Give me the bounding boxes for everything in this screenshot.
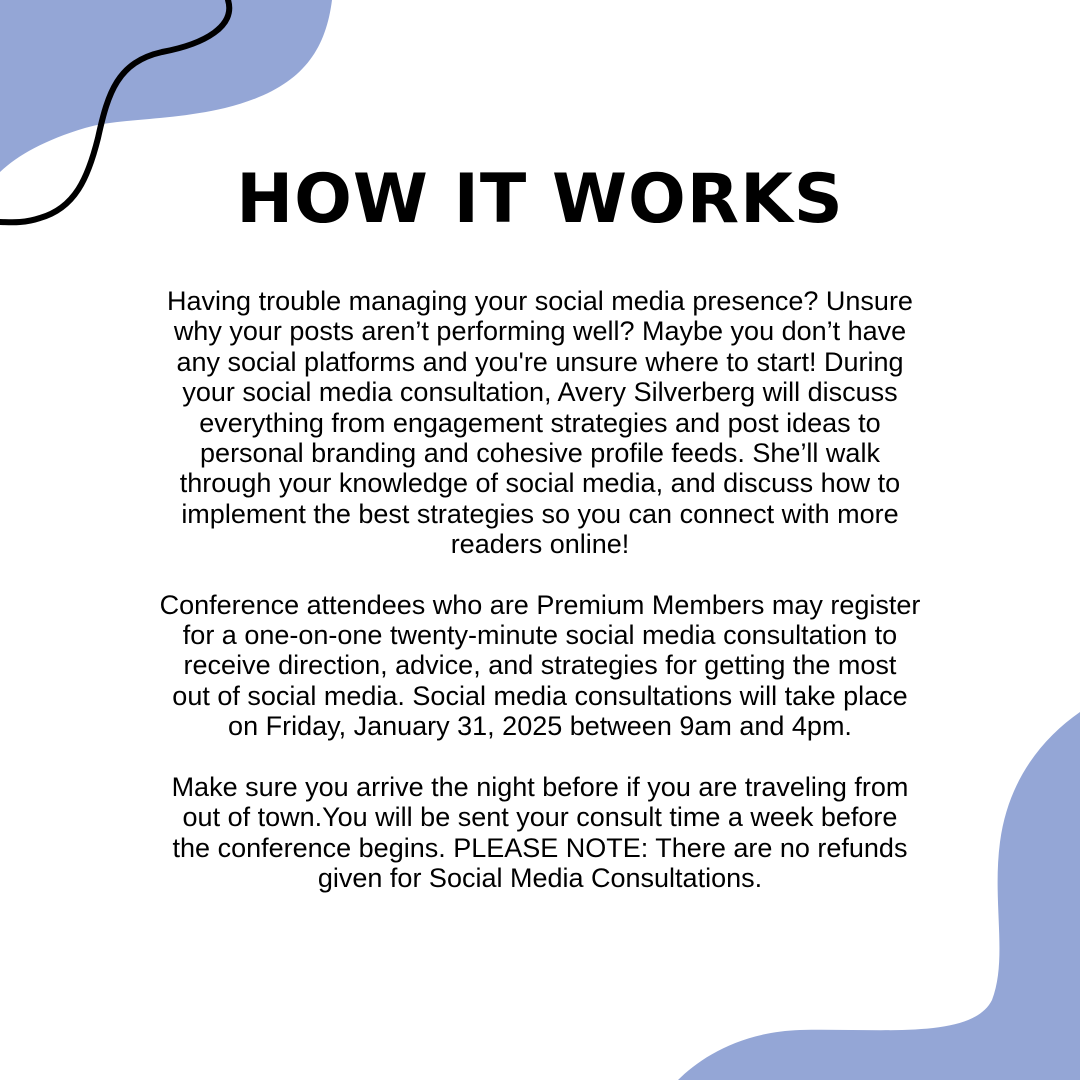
paragraph-line: through your knowledge of social media, and discuss how to — [179, 468, 901, 499]
paragraph-line: your social media consultation, Avery Silverberg will discuss — [182, 377, 898, 408]
paragraph-line: the conference begins. PLEASE NOTE: There are no refunds — [172, 832, 908, 863]
paragraph-line: for a one-on-one twenty-minute social media consultation to — [182, 620, 898, 651]
paragraph-line: Having trouble managing your social media presence? Unsure — [167, 286, 913, 316]
page-title: HOW IT WORKS — [236, 160, 844, 239]
paragraph-line: personal branding and cohesive profile feeds. She’ll walk — [200, 438, 880, 469]
paragraph-line: on Friday, January 31, 2025 between 9am and 4pm. — [228, 711, 852, 742]
paragraph-line: readers online! — [450, 529, 630, 560]
paragraph-line: any social platforms and you're unsure where to start! During — [176, 346, 904, 377]
paragraph-line: out of town.You will be sent your consult time a week before — [182, 802, 898, 833]
paragraph-3 — [90, 772, 990, 894]
paragraph-line: Conference attendees who are Premium Members may register — [159, 589, 921, 620]
body-text — [90, 286, 990, 923]
top-left-blob — [0, 0, 332, 172]
paragraph-line: given for Social Media Consultations. — [317, 862, 763, 893]
paragraph-line: receive direction, advice, and strategies for getting the most — [183, 650, 897, 681]
paragraph-line: Make sure you arrive the night before if you are traveling from — [171, 771, 909, 802]
paragraph-2 — [90, 590, 990, 742]
paragraph-line: out of social media. Social media consultations will take place — [172, 680, 908, 711]
paragraph-line: everything from engagement strategies and post ideas to — [199, 407, 881, 438]
paragraph-line: implement the best strategies so you can connect with more — [181, 498, 899, 529]
paragraph-1 — [90, 286, 990, 560]
paragraph-line: why your posts aren’t performing well? Maybe you don’t have — [173, 316, 907, 347]
